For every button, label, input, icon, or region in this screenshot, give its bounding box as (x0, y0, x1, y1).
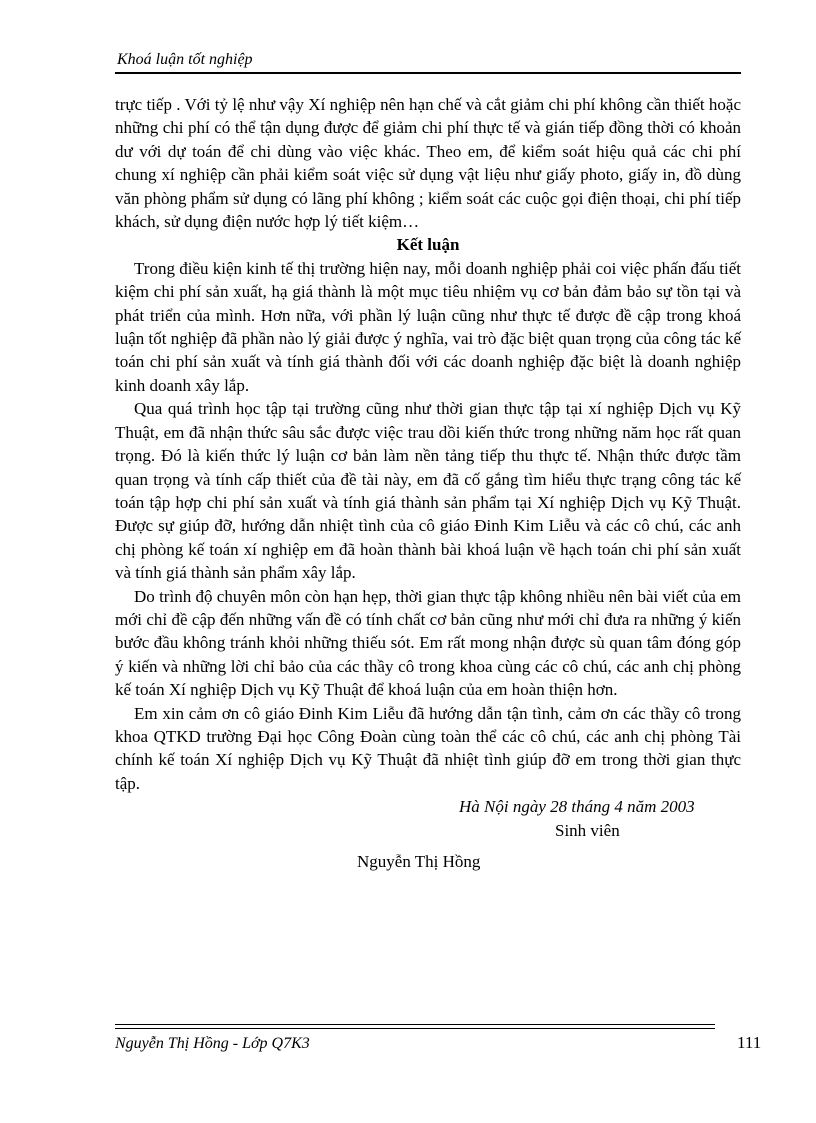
signoff-role: Sinh viên (555, 820, 620, 840)
intro-paragraph: trực tiếp . Với tỷ lệ như vậy Xí nghiệp nên hạn chế và cắt giảm chi phí không cần thiết hoặc những chi phí có thể tận dụng được để giảm chi phí thực tế và gián tiếp đồng thời có khoản dư với dự toán để chi dùng vào việc khác. Theo em, để kiểm soát hiệu quả các chi phí chung xí nghiệp cần phải kiểm soát việc sử dụng vật liệu như giấy photo, giấy in, đồ dùng văn phòng phẩm sử dụng có lãng phí không ; kiểm soát các cuộc gọi điện thoại, chi phí tiếp khách, sử dụng điện nước hợp lý tiết kiệm… (115, 95, 741, 232)
header-title: Khoá luận tốt nghiệp (117, 51, 253, 68)
signoff-date: Hà Nội ngày 28 tháng 4 năm 2003 (459, 797, 695, 817)
document-body (115, 93, 741, 873)
footer-divider (115, 1024, 715, 1029)
body-paragraph: Em xin cảm ơn cô giáo Đinh Kim Liễu đã hướng dẫn tận tình, cảm ơn các thầy cô trong khoa QTKD trường Đại học Công Đoàn cùng toàn thể các cô chú, các anh chị phòng Tài chính kế toán Xí nghiệp Dịch vụ Kỹ Thuật đã nhiệt tình giúp đỡ em trong thời gian thực tập. (115, 703, 741, 793)
conclusion-heading: Kết luận (396, 235, 460, 255)
page-number: 111 (737, 1033, 762, 1052)
footer-author: Nguyễn Thị Hồng - Lớp Q7K3 (115, 1035, 310, 1052)
page-header (115, 48, 741, 74)
body-paragraph: Do trình độ chuyên môn còn hạn hẹp, thời gian thực tập không nhiều nên bài viết của em mới chỉ đề cập đến những vấn đề có tính chất cơ bản cũng như mới chỉ đưa ra những ý kiến bước đầu không tránh khỏi những thiếu sót. Em rất mong nhận được sù quan tâm đóng góp ý kiến và những lời chỉ bảo của các thầy cô trong khoa cùng các cô chú, các anh chị phòng kế toán Xí nghiệp Dịch vụ Kỹ Thuật để khoá luận của em hoàn thiện hơn. (115, 586, 741, 700)
body-paragraph: Qua quá trình học tập tại trường cũng như thời gian thực tập tại xí nghiệp Dịch vụ Kỹ Thuật, em đã nhận thức sâu sắc được việc trau dồi kiến thức trong những năm học rất quan trọng. Đó là kiến thức lý luận cơ bản làm nền tảng tiếp thu thực tế. Nhận thức được tầm quan trọng và tính cấp thiết của đề tài này, em đã cố gắng tìm hiểu thực trạng công tác kế toán tập hợp chi phí sản xuất và tính giá thành sản phẩm tại Xí nghiệp Dịch vụ Kỹ Thuật. Được sự giúp đỡ, hướng dẫn nhiệt tình của cô giáo Đinh Kim Liễu và các cô chú, các anh chị phòng kế toán xí nghiệp em đã hoàn thành bài khoá luận về hạch toán chi phí sản xuất và tính giá thành sản phẩm xây lắp. (115, 399, 741, 583)
signoff-name: Nguyễn Thị Hồng (357, 852, 481, 871)
body-paragraph: Trong điều kiện kinh tế thị trường hiện nay, mỗi doanh nghiệp phải coi việc phấn đấu tiết kiệm chi phí sản xuất, hạ giá thành là một mục tiêu nhiệm vụ cơ bản đảm bảo sự tồn tại và phát triển của mình. Hơn nữa, với phần lý luận cũng như thực tế được đề cập trong khoá luận tốt nghiệp đã phần nào lý giải được ý nghĩa, vai trò đặc biệt quan trọng của công tác kế toán chi phí sản xuất và tính giá thành đối với các doanh nghiệp đặc biệt là doanh nghiệp kinh doanh xây lắp. (115, 258, 741, 395)
